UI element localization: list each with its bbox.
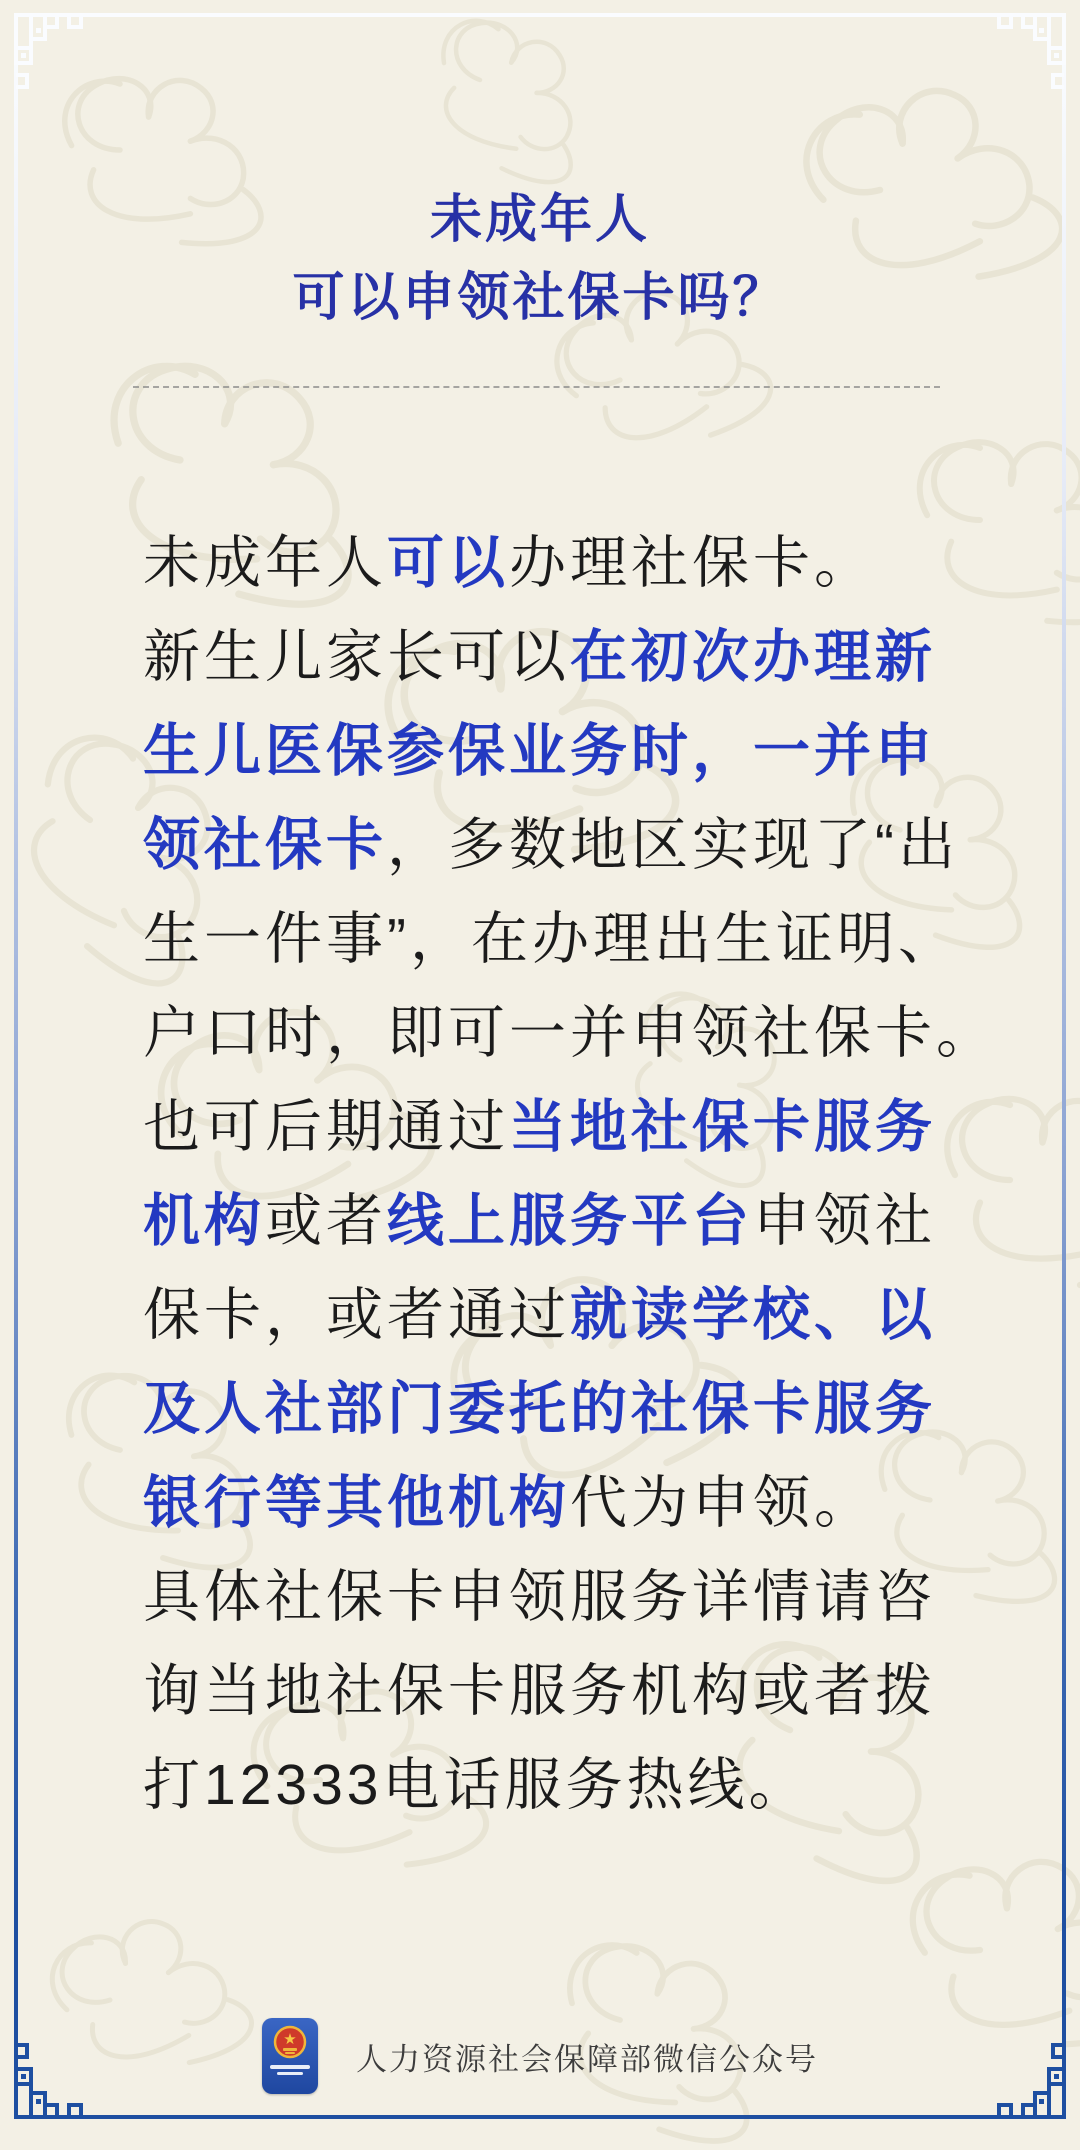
- body-text-run: 具体社保卡申领服务详情请咨: [143, 1565, 936, 1629]
- page-title-line2: 可以申领社保卡吗？: [292, 270, 788, 327]
- body-text-run: 也可后期通过: [143, 1095, 509, 1159]
- body-line: [143, 1738, 953, 1832]
- body-line: [143, 892, 959, 986]
- body-line: [143, 1080, 953, 1174]
- body-text-emphasis: 就读学校、以: [570, 1284, 936, 1347]
- body-text-emphasis: 线上服务平台: [387, 1190, 753, 1253]
- body-text-emphasis: 可以: [387, 532, 509, 595]
- mohrss-app-icon: [262, 2018, 318, 2094]
- body-line: [143, 1550, 953, 1644]
- body-line: [143, 1362, 953, 1456]
- body-line: [143, 798, 959, 892]
- body-text-run: 办理社保卡。: [509, 531, 875, 595]
- frame-line-bottom: [14, 2115, 1066, 2119]
- body-text-emphasis: 领社保卡: [143, 814, 387, 877]
- body-line: [143, 1268, 953, 1362]
- body-text-run: 代为申领。: [570, 1471, 875, 1535]
- body-line: [143, 516, 953, 610]
- body-text: [143, 516, 997, 1832]
- frame-line-top: [14, 13, 1066, 17]
- body-text-run: 未成年人: [143, 531, 387, 595]
- body-line: [143, 1456, 953, 1550]
- body-text-run: 打12333电话服务热线。: [143, 1753, 810, 1817]
- body-text-run: 户口时，即可一并申领社保卡。: [143, 1001, 997, 1065]
- body-text-emphasis: 在初次办理新: [570, 626, 936, 689]
- body-line: [143, 610, 953, 704]
- body-text-emphasis: 当地社保卡服务: [509, 1096, 936, 1159]
- page-title-line1: 未成年人: [429, 192, 650, 249]
- body-text-run: 或者: [265, 1189, 387, 1253]
- body-text-emphasis: 生儿医保参保业务时，一并申: [143, 720, 936, 783]
- frame-corner-top-right: [976, 13, 1066, 103]
- app-icon-text-bar: [270, 2065, 310, 2069]
- footer-label: 人力资源社会保障部微信公众号: [356, 2041, 818, 2077]
- body-text-emphasis: 及人社部门委托的社保卡服务: [143, 1378, 936, 1441]
- page-title: [0, 182, 1080, 338]
- body-text-run: 保卡，或者通过: [143, 1283, 570, 1347]
- body-line: [143, 1644, 953, 1738]
- body-line: [143, 704, 953, 798]
- svg-text:★: ★: [283, 2031, 297, 2048]
- body-text-emphasis: 银行等其他机构: [143, 1472, 570, 1535]
- body-text-run: 生一件事”，在办理出生证明、: [143, 907, 959, 971]
- body-text-run: 询当地社保卡服务机构或者拨: [143, 1659, 936, 1723]
- body-text-run: ，多数地区实现了“出: [387, 813, 959, 877]
- footer: [0, 2012, 1080, 2100]
- national-emblem-icon: [272, 2024, 308, 2060]
- body-text-run: 新生儿家长可以: [143, 625, 570, 689]
- body-text-emphasis: 机构: [143, 1190, 265, 1253]
- title-divider: [133, 386, 940, 388]
- body-text-run: 申领社: [753, 1189, 936, 1253]
- frame-corner-top-left: [14, 13, 104, 103]
- body-line: [143, 986, 997, 1080]
- body-line: [143, 1174, 953, 1268]
- app-icon-text-bar: [277, 2072, 303, 2075]
